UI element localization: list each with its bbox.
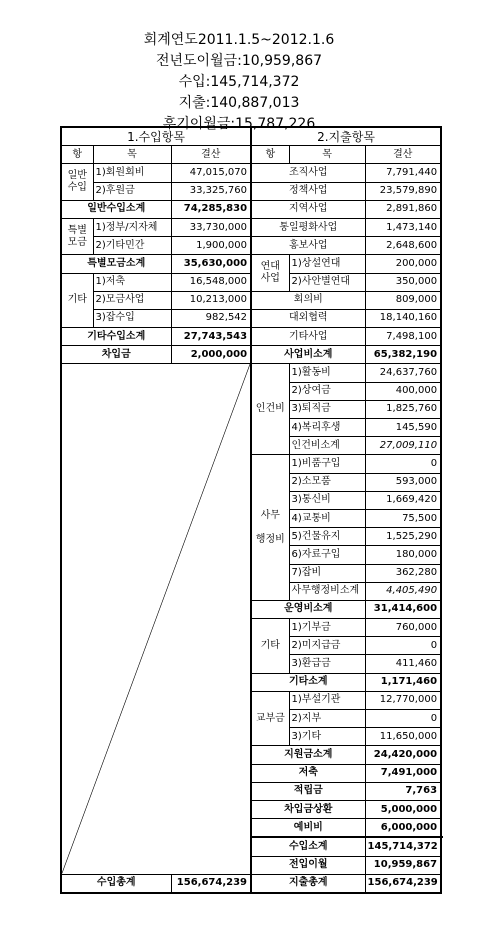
income-section-title: 1.수입항목 bbox=[61, 127, 251, 146]
carried-in-amount: 10,959,867 bbox=[365, 856, 441, 874]
expense-item: 1)활동비 bbox=[289, 364, 365, 382]
expense-item: 정책사업 bbox=[251, 182, 365, 200]
expense-subtotal-amount: 65,382,190 bbox=[365, 346, 441, 364]
income-amount: 10,213,000 bbox=[171, 291, 251, 309]
ledger-table bbox=[60, 126, 442, 894]
income-amount: 33,325,760 bbox=[171, 182, 251, 200]
expense-amount: 11,650,000 bbox=[365, 728, 441, 746]
income-item: 3)잡수입 bbox=[93, 309, 171, 327]
next-carryover-line: 후기이월금:15,787,226 bbox=[162, 116, 316, 132]
expense-amount: 180,000 bbox=[365, 546, 441, 564]
income-amount: 47,015,070 bbox=[171, 164, 251, 182]
grant-label: 교부금 bbox=[251, 691, 289, 746]
expense-subtotal-label: 인건비소계 bbox=[289, 437, 365, 455]
expense-subtotal-amount: 27,009,110 bbox=[365, 437, 441, 455]
income-amount: 982,542 bbox=[171, 309, 251, 327]
expense-item: 기타사업 bbox=[251, 328, 365, 346]
income-subtotal-label: 기타수입소계 bbox=[61, 328, 171, 346]
expense-amount: 18,140,160 bbox=[365, 309, 441, 327]
income-col-amount: 결산 bbox=[171, 146, 251, 164]
income-subtotal-label: 특별모금소계 bbox=[61, 255, 171, 273]
expense-line: 지출:140,887,013 bbox=[178, 95, 300, 111]
expense-col-hang: 항 bbox=[251, 146, 289, 164]
expense-item: 2)소모품 bbox=[289, 473, 365, 491]
expense-grand-total-label: 지출총계 bbox=[251, 874, 365, 893]
expense-grand-total-amount: 156,674,239 bbox=[365, 874, 441, 893]
loan-repayment-amount: 5,000,000 bbox=[365, 800, 441, 818]
expense-item: 3)환급금 bbox=[289, 655, 365, 673]
income-item: 2)후원금 bbox=[93, 182, 171, 200]
expense-amount: 12,770,000 bbox=[365, 691, 441, 709]
expense-amount: 362,280 bbox=[365, 564, 441, 582]
expense-amount: 411,460 bbox=[365, 655, 441, 673]
expense-amount: 0 bbox=[365, 710, 441, 728]
expense-item: 3)퇴직금 bbox=[289, 400, 365, 418]
loan-repayment-label: 차입금상환 bbox=[251, 800, 365, 818]
expense-subtotal-label: 지원금소계 bbox=[251, 746, 365, 764]
expense-subtotal-amount: 31,414,600 bbox=[365, 600, 441, 618]
general-income-label: 일반 수입 bbox=[61, 164, 93, 200]
expense-item: 1)상설연대 bbox=[289, 255, 365, 273]
expense-item: 1)비품구입 bbox=[289, 455, 365, 473]
expense-amount: 1,669,420 bbox=[365, 491, 441, 509]
expense-amount: 400,000 bbox=[365, 382, 441, 400]
expense-item: 2)상여금 bbox=[289, 382, 365, 400]
expense-amount: 809,000 bbox=[365, 291, 441, 309]
expense-amount: 2,648,600 bbox=[365, 237, 441, 255]
expense-item: 1)부설기관 bbox=[289, 691, 365, 709]
expense-amount: 7,498,100 bbox=[365, 328, 441, 346]
expense-subtotal-label: 사업비소계 bbox=[251, 346, 365, 364]
personnel-label: 인건비 bbox=[251, 364, 289, 455]
income-subtotal-amount: 27,743,543 bbox=[171, 328, 251, 346]
expense-item: 2)지부 bbox=[289, 710, 365, 728]
income-item: 2)기타민간 bbox=[93, 237, 171, 255]
expense-amount: 593,000 bbox=[365, 473, 441, 491]
loan-label: 차입금 bbox=[61, 346, 171, 364]
income-total-label: 수입소계 bbox=[251, 837, 365, 856]
expense-amount: 1,525,290 bbox=[365, 528, 441, 546]
expense-subtotal-label: 운영비소계 bbox=[251, 600, 365, 618]
income-amount: 1,900,000 bbox=[171, 237, 251, 255]
expense-subtotal-amount: 1,171,460 bbox=[365, 673, 441, 691]
other-income-label: 기타 bbox=[61, 273, 93, 328]
expense-item: 지역사업 bbox=[251, 200, 365, 218]
expense-section-title: 2.지출항목 bbox=[251, 127, 441, 146]
blank-diagonal-area bbox=[61, 364, 251, 874]
income-grand-total-label: 수입총계 bbox=[61, 874, 171, 893]
savings-amount: 7,491,000 bbox=[365, 764, 441, 782]
income-col-hang: 항 bbox=[61, 146, 93, 164]
expense-item: 홍보사업 bbox=[251, 237, 365, 255]
income-col-mok: 목 bbox=[93, 146, 171, 164]
income-line: 수입:145,714,372 bbox=[178, 74, 300, 90]
expense-amount: 760,000 bbox=[365, 619, 441, 637]
expense-item: 2)사안별연대 bbox=[289, 273, 365, 291]
other-expense-label: 기타 bbox=[251, 619, 289, 674]
contingency-label: 예비비 bbox=[251, 819, 365, 838]
expense-subtotal-amount: 4,405,490 bbox=[365, 582, 441, 600]
diagonal-line bbox=[62, 364, 250, 873]
income-amount: 33,730,000 bbox=[171, 218, 251, 236]
expense-item: 1)기부금 bbox=[289, 619, 365, 637]
expense-amount: 0 bbox=[365, 637, 441, 655]
expense-item: 6)자료구입 bbox=[289, 546, 365, 564]
expense-item: 조직사업 bbox=[251, 164, 365, 182]
expense-item: 4)복리후생 bbox=[289, 419, 365, 437]
income-item: 1)회원회비 bbox=[93, 164, 171, 182]
expense-amount: 75,500 bbox=[365, 509, 441, 527]
expense-subtotal-label: 사무행정비소계 bbox=[289, 582, 365, 600]
expense-amount: 0 bbox=[365, 455, 441, 473]
income-total-amount: 145,714,372 bbox=[365, 837, 441, 856]
fiscal-year-line: 회계연도2011.1.5~2012.1.6 bbox=[143, 32, 335, 48]
expense-subtotal-amount: 24,420,000 bbox=[365, 746, 441, 764]
expense-item: 7)잡비 bbox=[289, 564, 365, 582]
income-item: 1)저축 bbox=[93, 273, 171, 291]
savings-label: 저축 bbox=[251, 764, 365, 782]
loan-amount: 2,000,000 bbox=[171, 346, 251, 364]
income-item: 1)정부/지자체 bbox=[93, 218, 171, 236]
expense-amount: 24,637,760 bbox=[365, 364, 441, 382]
expense-item: 3)통신비 bbox=[289, 491, 365, 509]
expense-amount: 145,590 bbox=[365, 419, 441, 437]
expense-item: 대외협력 bbox=[251, 309, 365, 327]
solidarity-label: 연대 사업 bbox=[251, 255, 289, 291]
special-fund-label: 특별 모금 bbox=[61, 218, 93, 254]
expense-amount: 2,891,860 bbox=[365, 200, 441, 218]
reserve-label: 적립금 bbox=[251, 782, 365, 800]
expense-subtotal-label: 기타소계 bbox=[251, 673, 365, 691]
income-grand-total-amount: 156,674,239 bbox=[171, 874, 251, 893]
expense-col-mok: 목 bbox=[289, 146, 365, 164]
expense-item: 회의비 bbox=[251, 291, 365, 309]
expense-item: 3)기타 bbox=[289, 728, 365, 746]
income-item: 2)모금사업 bbox=[93, 291, 171, 309]
expense-amount: 200,000 bbox=[365, 255, 441, 273]
expense-amount: 1,473,140 bbox=[365, 218, 441, 236]
expense-item: 4)교통비 bbox=[289, 509, 365, 527]
expense-amount: 7,791,440 bbox=[365, 164, 441, 182]
income-subtotal-label: 일반수입소계 bbox=[61, 200, 171, 218]
contingency-amount: 6,000,000 bbox=[365, 819, 441, 838]
expense-item: 2)미지급금 bbox=[289, 637, 365, 655]
previous-carryover-line: 전년도이월금:10,959,867 bbox=[155, 53, 323, 69]
expense-amount: 1,825,760 bbox=[365, 400, 441, 418]
expense-col-amount: 결산 bbox=[365, 146, 441, 164]
income-subtotal-amount: 35,630,000 bbox=[171, 255, 251, 273]
carried-in-label: 전입이월 bbox=[251, 856, 365, 874]
expense-amount: 23,579,890 bbox=[365, 182, 441, 200]
admin-expense-label: 사무 행정비 bbox=[251, 455, 289, 601]
expense-amount: 350,000 bbox=[365, 273, 441, 291]
expense-item: 5)건물유지 bbox=[289, 528, 365, 546]
income-subtotal-amount: 74,285,830 bbox=[171, 200, 251, 218]
expense-item: 통일평화사업 bbox=[251, 218, 365, 236]
income-amount: 16,548,000 bbox=[171, 273, 251, 291]
reserve-amount: 7,763 bbox=[365, 782, 441, 800]
